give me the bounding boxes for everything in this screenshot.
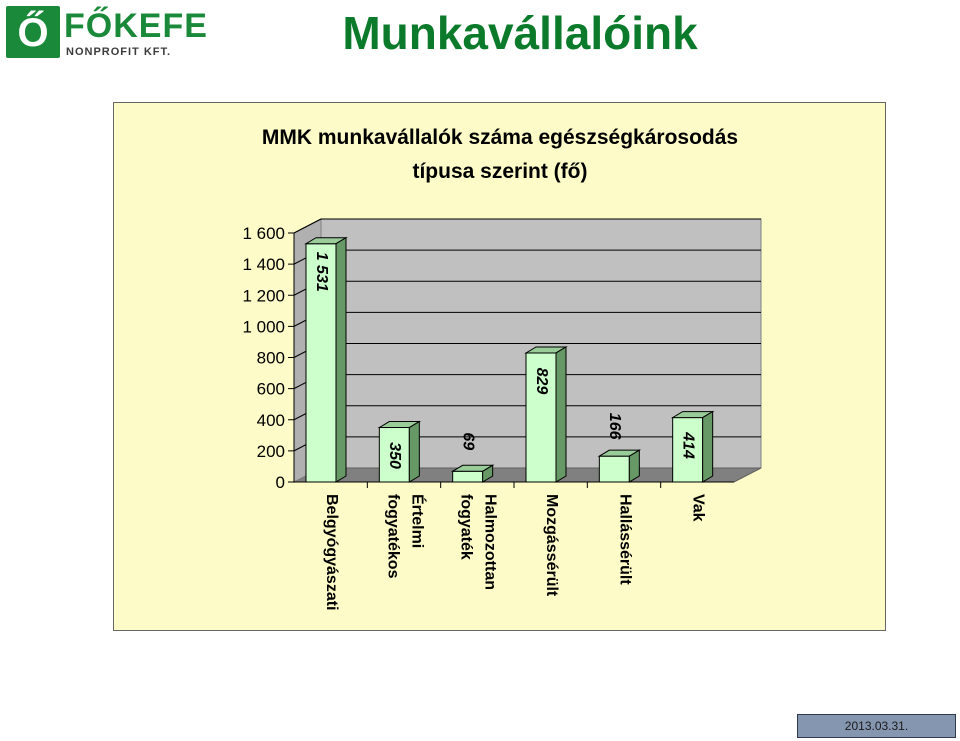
bar-front [453,471,483,482]
category-label: Hallássérült [616,494,634,585]
page-title: Munkavállalóink [342,7,698,59]
bar-value-label: 69 [459,432,477,451]
logo-emblem [6,6,60,58]
bar-chart [114,103,887,632]
chart-title-line: MMK munkavállalók száma egészségkárosodás [261,126,739,149]
company-logo [4,4,208,62]
category-label: fogyatékos [384,494,402,579]
category-label: Belgyógyászati [323,494,340,611]
y-tick-label: 0 [275,473,285,492]
bar-value-label: 1 531 [312,251,330,292]
bar-front [599,456,629,482]
bar-value-label: 350 [386,442,404,469]
logo-name: FŐKEFE [64,7,208,45]
category-label: Vak [689,494,707,522]
y-tick-label: 1 600 [242,224,285,243]
bar-side [336,238,346,482]
bar-side [703,412,713,482]
category-label: Értelmi [408,494,426,549]
y-tick-label: 1 200 [242,286,285,306]
y-tick-label: 200 [256,441,285,461]
y-tick-label: 400 [256,410,285,430]
bar-side [629,450,639,482]
chart-frame [113,102,886,631]
y-tick-label: 1 000 [242,317,285,337]
category-label: Mozgássérült [543,494,560,597]
bar-value-label: 166 [606,412,624,440]
y-tick-label: 800 [256,348,285,368]
bar-value-label: 414 [679,432,697,459]
date-label: 2013.03.31. [797,714,956,738]
category-label: fogyaték [457,494,475,560]
chart-title-line: típusa szerint (fő) [412,160,588,183]
bar-value-label: 829 [532,367,550,395]
category-label: Halmozottan [481,494,499,590]
y-tick-label: 1 400 [242,255,285,275]
bar-side [409,422,419,482]
y-tick-label: 600 [256,379,285,399]
bar-side [556,347,566,482]
logo-subtitle: NONPROFIT KFT. [66,46,172,58]
logo-emblem-letter: Ő [17,11,49,55]
